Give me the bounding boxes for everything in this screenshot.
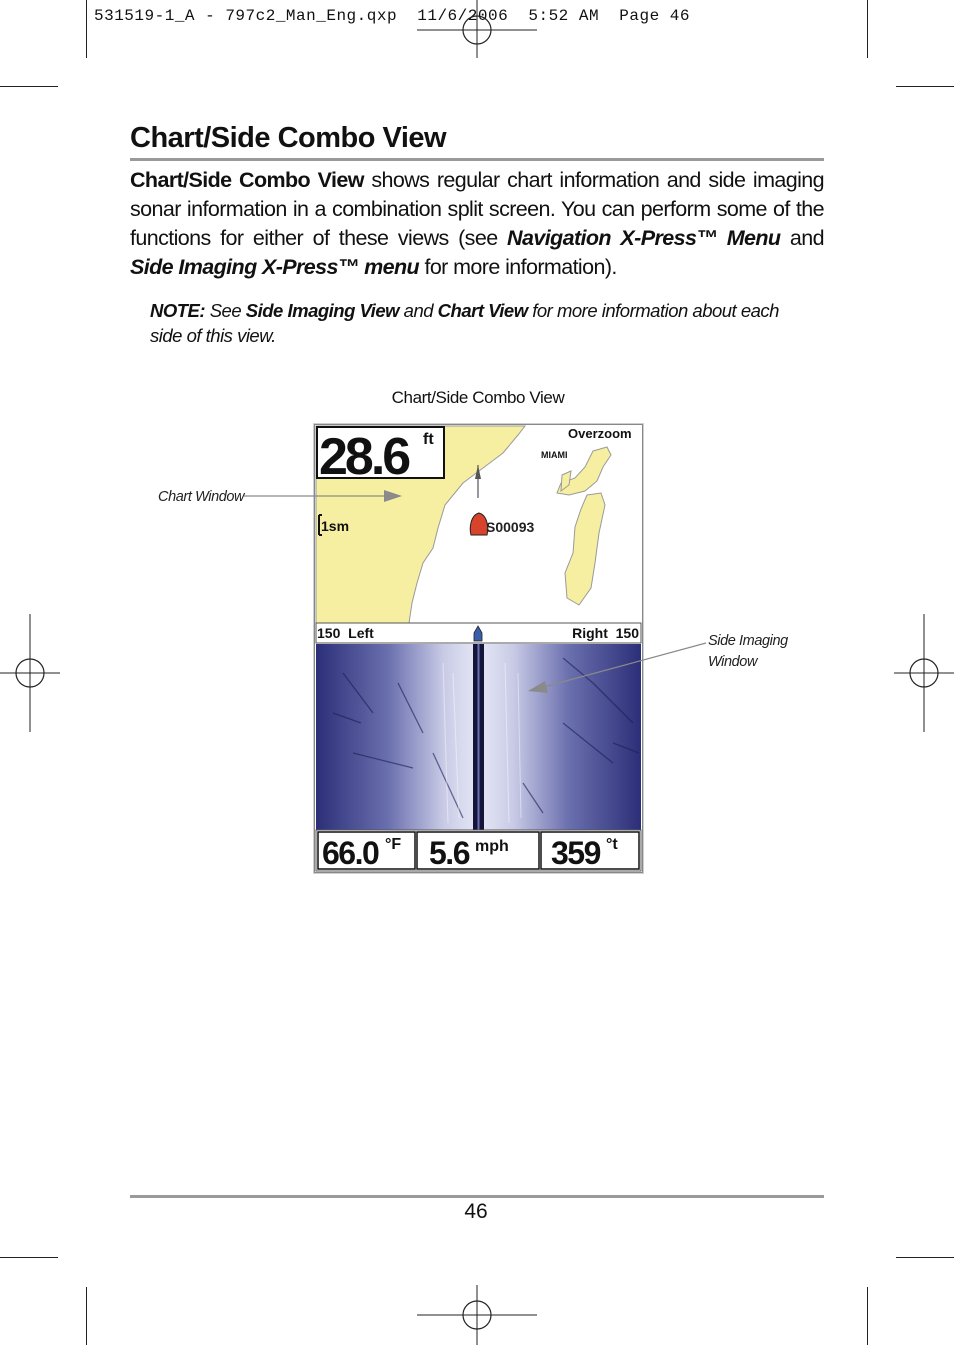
scale-label: 1sm [321,518,350,534]
temp-unit: °F [385,836,402,853]
body-lead: Chart/Side Combo View [130,168,364,192]
note-label: NOTE: [150,300,206,321]
range-left-label: 150 Left [317,625,374,641]
depth-value: 28.6 [319,428,409,486]
footer-rule [130,1195,824,1198]
page-number: 46 [464,1200,488,1223]
note-text: See [205,300,246,321]
speed-unit: mph [475,838,509,855]
callout-side-line1: Side Imaging [708,633,788,649]
zoom-label: Overzoom [568,426,632,441]
heading-unit: °t [606,836,618,853]
page-title: Chart/Side Combo View [130,122,447,154]
slug-line: 531519-1_A - 797c2_Man_Eng.qxp 11/6/2006 5:52 AM Page 46 [94,7,690,25]
range-right-label: Right 150 [572,625,639,641]
depth-unit: ft [423,431,434,448]
waypoint-label: S00093 [486,519,535,535]
note-text: and [399,300,438,321]
body-and: and [780,226,824,250]
note-ref-chart-view: Chart View [437,300,528,321]
speed-value: 5.6 [429,835,469,871]
body-link-side-imaging-menu: Side Imaging X-Press™ menu [130,255,420,279]
body-text-end: for more information). [419,255,617,279]
note-ref-side-imaging-view: Side Imaging View [245,300,400,321]
body-text: shows regular chart information and side imaging sonar information in a combination split screen. You can perform some of the functions for either of these views (see [130,168,824,250]
temp-value: 66.0 [322,835,379,871]
heading-value: 359 [551,835,600,871]
callout-side-line2: Window [708,654,758,670]
body-link-navigation-menu: Navigation X-Press™ Menu [507,226,781,250]
note-text: for more information about each side of this view. [150,300,779,346]
place-label: MIAMI [541,450,568,460]
figure-caption: Chart/Side Combo View [391,388,565,407]
callout-chart-window: Chart Window [158,489,245,505]
